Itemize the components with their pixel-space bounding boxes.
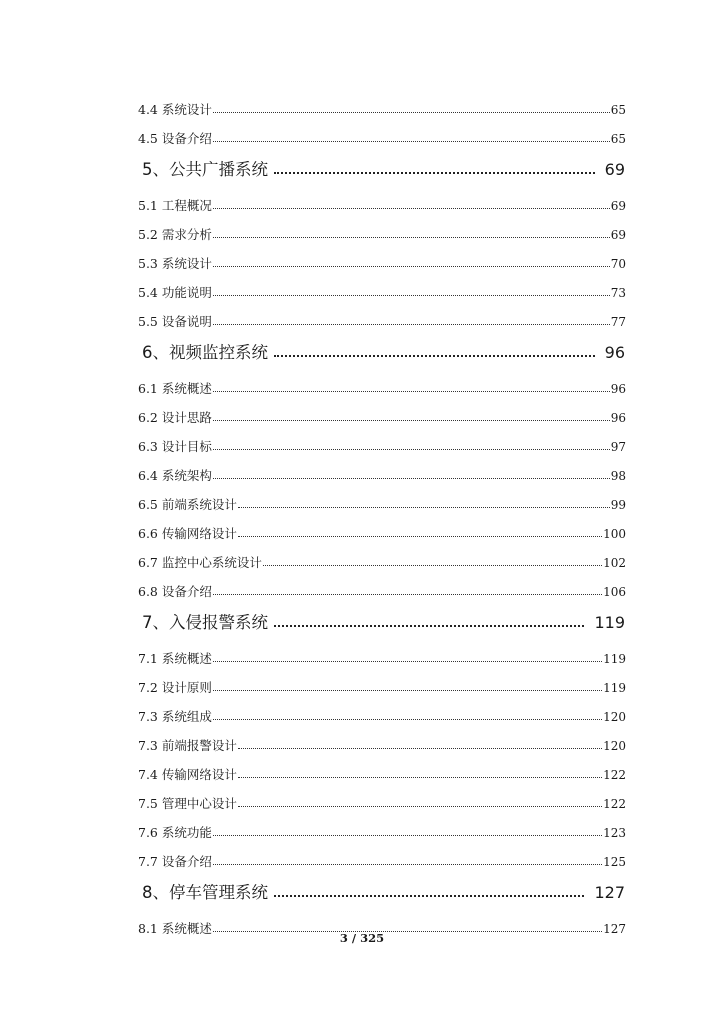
toc-entry-page: 69 [610,228,626,242]
dot-leader [213,390,610,392]
toc-section-entry[interactable] [138,542,626,571]
toc-entry-title: 8、停车管理系统 [138,882,268,904]
toc-entry-page: 119 [603,652,626,666]
toc-entry-page: 100 [603,527,626,541]
dot-leader [213,689,602,691]
toc-entry-title: 4.4 系统设计 [138,102,212,117]
dot-leader [213,207,610,209]
toc-entry-title: 6.1 系统概述 [138,381,212,396]
toc-section-entry[interactable] [138,214,626,243]
toc-entry-title: 6.4 系统架构 [138,468,212,483]
toc-entry-page: 127 [594,883,625,902]
toc-entry-page: 127 [603,922,626,936]
toc-entry-page: 98 [610,469,626,483]
toc-section-entry[interactable] [138,667,626,696]
toc-entry-title: 5.5 设备说明 [138,314,212,329]
dot-leader [238,747,602,749]
toc-chapter-entry[interactable] [138,600,626,638]
toc-entry-page: 65 [610,132,626,146]
toc-section-entry[interactable] [138,397,626,426]
toc-entry-page: 73 [610,286,626,300]
toc-entry-page: 125 [603,855,626,869]
toc-entry-title: 7.6 系统功能 [138,825,212,840]
toc-chapter-entry[interactable] [138,330,626,368]
toc-entry-title: 7.1 系统概述 [138,651,212,666]
dot-leader [213,323,610,325]
toc-entry-page: 120 [603,739,626,753]
toc-chapter-entry[interactable] [138,870,626,908]
toc-entry-page: 122 [603,797,626,811]
dot-leader [213,236,610,238]
dot-leader [213,477,610,479]
dot-leader [213,294,610,296]
toc-entry-page: 120 [603,710,626,724]
toc-entry-title: 7、入侵报警系统 [138,612,268,634]
toc-entry-title: 7.7 设备介绍 [138,854,212,869]
toc-section-entry[interactable] [138,118,626,147]
toc-section-entry[interactable] [138,696,626,725]
toc-entry-title: 7.3 系统组成 [138,709,212,724]
toc-section-entry[interactable] [138,185,626,214]
toc-entry-title: 6.5 前端系统设计 [138,497,237,512]
dot-leader [274,354,595,357]
toc-entry-page: 102 [603,556,626,570]
dot-leader [238,776,602,778]
dot-leader [213,834,602,836]
toc-section-entry[interactable] [138,725,626,754]
toc-section-entry[interactable] [138,783,626,812]
toc-entry-page: 123 [603,826,626,840]
table-of-contents [138,89,626,937]
toc-entry-title: 6.7 监控中心系统设计 [138,555,262,570]
toc-entry-title: 4.5 设备介绍 [138,131,212,146]
dot-leader [213,593,602,595]
toc-section-entry[interactable] [138,89,626,118]
toc-entry-title: 5.2 需求分析 [138,227,212,242]
toc-entry-page: 99 [610,498,626,512]
toc-section-entry[interactable] [138,571,626,600]
toc-entry-title: 5、公共广播系统 [138,159,268,181]
toc-section-entry[interactable] [138,841,626,870]
dot-leader [213,660,602,662]
toc-entry-title: 6、视频监控系统 [138,342,268,364]
dot-leader [213,448,610,450]
toc-section-entry[interactable] [138,812,626,841]
dot-leader [238,535,602,537]
toc-entry-title: 5.1 工程概况 [138,198,212,213]
toc-entry-title: 7.2 设计原则 [138,680,212,695]
dot-leader [238,506,610,508]
toc-entry-title: 8.1 系统概述 [138,921,212,936]
toc-entry-page: 70 [610,257,626,271]
toc-entry-page: 96 [610,411,626,425]
toc-chapter-entry[interactable] [138,147,626,185]
toc-section-entry[interactable] [138,426,626,455]
dot-leader [274,894,584,897]
toc-entry-page: 106 [603,585,626,599]
toc-entry-title: 6.3 设计目标 [138,439,212,454]
toc-section-entry[interactable] [138,484,626,513]
toc-entry-title: 7.3 前端报警设计 [138,738,237,753]
toc-section-entry[interactable] [138,754,626,783]
page-number: 3 / 325 [339,931,385,945]
toc-section-entry[interactable] [138,638,626,667]
toc-section-entry[interactable] [138,455,626,484]
dot-leader [213,863,602,865]
toc-entry-page: 69 [610,199,626,213]
toc-entry-page: 119 [603,681,626,695]
toc-section-entry[interactable] [138,272,626,301]
toc-entry-title: 5.3 系统设计 [138,256,212,271]
toc-entry-page: 65 [610,103,626,117]
dot-leader [274,624,584,627]
toc-entry-page: 119 [594,613,625,632]
toc-section-entry[interactable] [138,368,626,397]
toc-entry-title: 7.5 管理中心设计 [138,796,237,811]
dot-leader [213,718,602,720]
toc-section-entry[interactable] [138,243,626,272]
dot-leader [213,419,610,421]
toc-entry-title: 7.4 传输网络设计 [138,767,237,782]
toc-entry-page: 69 [604,160,625,179]
dot-leader [213,140,610,142]
toc-section-entry[interactable] [138,301,626,330]
dot-leader [213,111,610,113]
dot-leader [274,171,595,174]
dot-leader [263,564,602,566]
dot-leader [238,805,602,807]
toc-entry-title: 6.6 传输网络设计 [138,526,237,541]
toc-section-entry[interactable] [138,513,626,542]
toc-entry-page: 77 [610,315,626,329]
toc-entry-page: 97 [610,440,626,454]
toc-entry-page: 96 [604,343,625,362]
toc-entry-title: 6.8 设备介绍 [138,584,212,599]
dot-leader [213,265,610,267]
toc-entry-title: 6.2 设计思路 [138,410,212,425]
toc-entry-page: 96 [610,382,626,396]
toc-entry-page: 122 [603,768,626,782]
toc-entry-title: 5.4 功能说明 [138,285,212,300]
